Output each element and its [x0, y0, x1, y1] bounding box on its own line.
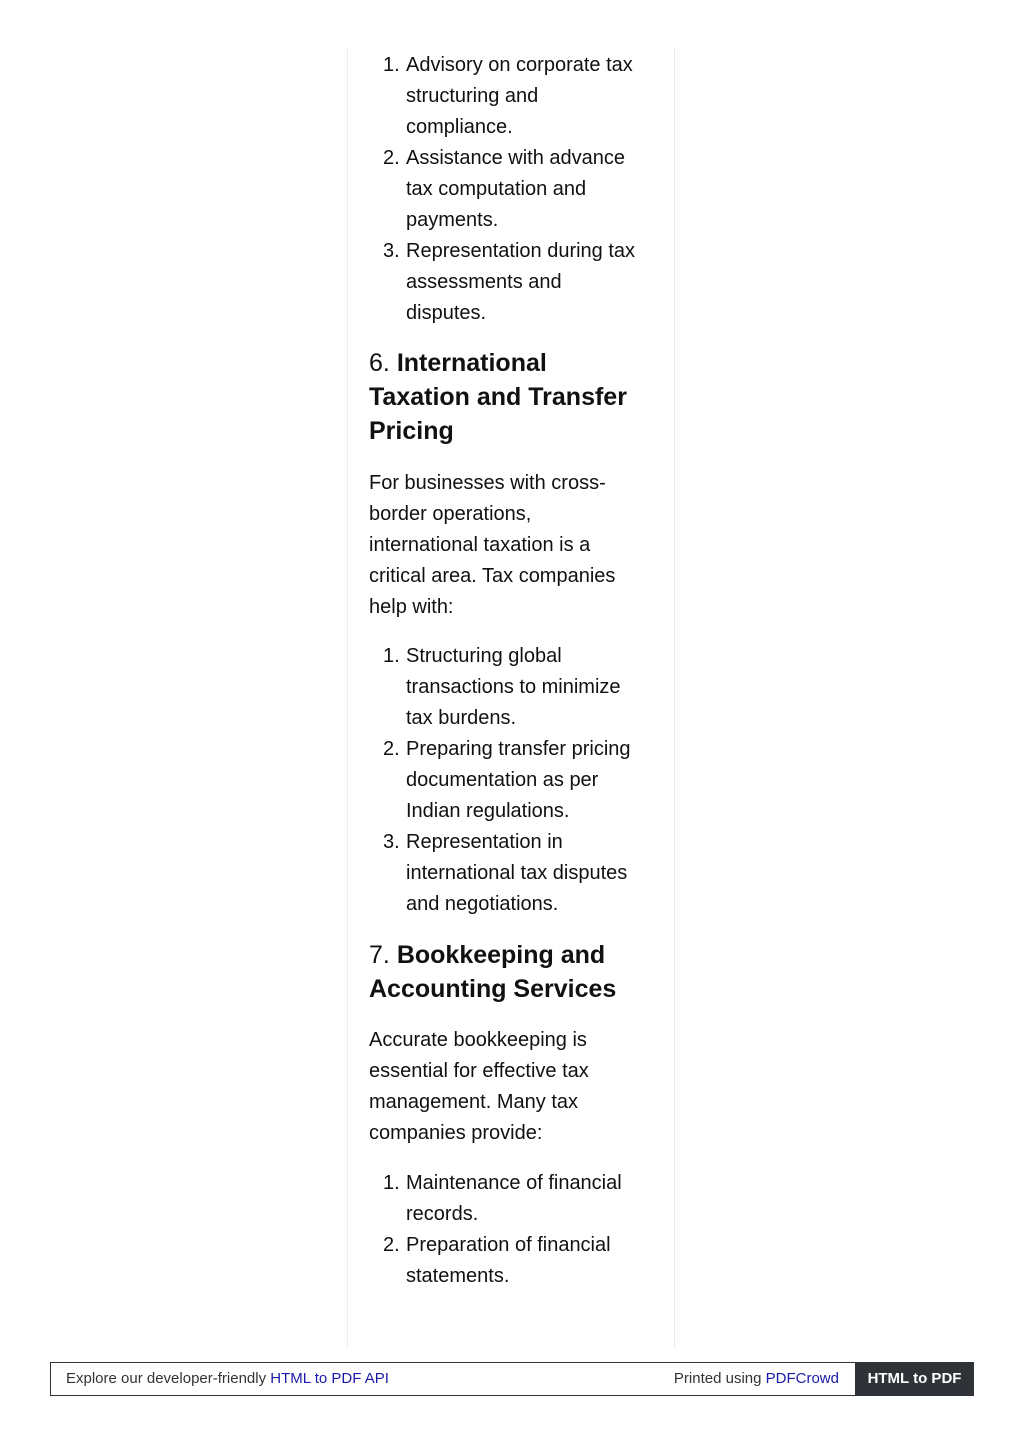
list-item: 2. Preparation of financial statements. [383, 1234, 611, 1287]
services-list-corporate [369, 50, 635, 329]
list-item: 1. Maintenance of financial records. [383, 1172, 622, 1225]
html-to-pdf-badge[interactable]: HTML to PDF [855, 1362, 974, 1396]
footer-left-text: Explore our developer-friendly HTML to PDF API [66, 1370, 389, 1387]
section-paragraph: For businesses with cross- border operations, international taxation is a critical area. Tax companies help with: [369, 472, 616, 618]
pdfcrowd-link[interactable]: PDFCrowd [765, 1370, 839, 1387]
services-list-international [369, 641, 631, 920]
list-item: 2. Assistance with advance tax computation and payments. [383, 147, 626, 231]
section-paragraph: Accurate bookkeeping is essential for effective tax management. Many tax companies provide: [369, 1029, 589, 1144]
list-item: 3. Representation in international tax disputes and negotiations. [383, 831, 628, 915]
article-column [347, 48, 675, 1348]
footer-right-text: Printed using PDFCrowd [673, 1370, 839, 1387]
list-item: 1. Structuring global transactions to minimize tax burdens. [383, 645, 621, 729]
html-to-pdf-api-link[interactable]: HTML to PDF API [270, 1370, 389, 1387]
list-item: 3. Representation during tax assessments and disputes. [383, 240, 636, 324]
list-item: 2. Preparing transfer pricing documentation as per Indian regulations. [383, 738, 631, 822]
pdfcrowd-footer [50, 1362, 974, 1396]
list-item: 1. Advisory on corporate tax structuring and compliance. [383, 54, 633, 138]
section-heading-international-taxation: 6. International Taxation and Transfer Pricing [369, 349, 627, 445]
services-list-bookkeeping [369, 1168, 622, 1292]
section-heading-bookkeeping: 7. Bookkeeping and Accounting Services [369, 941, 617, 1003]
